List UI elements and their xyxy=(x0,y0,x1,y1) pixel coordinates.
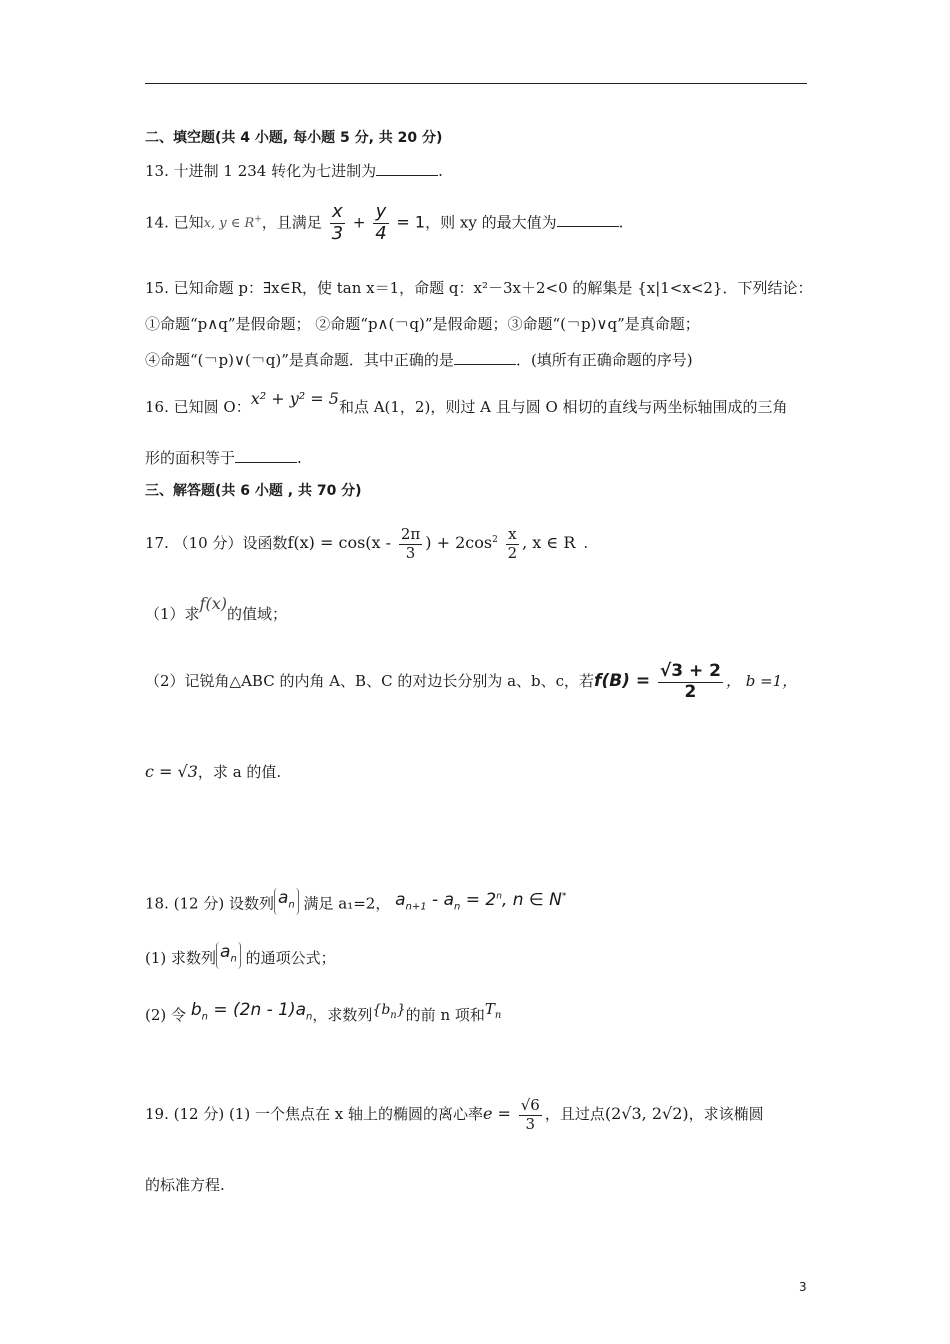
q19-post: ，求该椭圆 xyxy=(688,1105,764,1123)
sum-T-n: $T_n$ xyxy=(484,1000,502,1021)
q17-post: , x ∈ R xyxy=(522,533,576,552)
q16-post: 和点 A(1，2)，则过 A 且与圆 O 相切的直线与两坐标轴围成的三角 xyxy=(338,398,788,416)
page-number: 3 xyxy=(799,1280,807,1294)
q18-p1-pre: (1) 求数列 xyxy=(145,949,217,967)
eccentricity-label: e = xyxy=(482,1104,511,1123)
question-16 xyxy=(145,389,788,417)
question-16-line-2 xyxy=(145,448,302,468)
q14-mid: ，且满足 xyxy=(261,213,322,232)
circle-equation: x² + y² = 5 xyxy=(250,389,339,408)
question-15-line-3 xyxy=(145,350,693,370)
q14-post: ，则 xy 的最大值为 xyxy=(425,213,557,232)
q17-p1-post: 的值域； xyxy=(226,605,287,623)
question-15-line-2: ①命题“p∧q”是假命题； ②命题“p∧(￢q)”是假命题；③命题“(￢p)∨q”是真命题； xyxy=(145,315,700,333)
sequence-a-n: $a_n$ xyxy=(216,942,241,969)
fraction-sqrt3-plus-2-over-2: $\frac{√3 + 2}{2}$ xyxy=(659,660,721,702)
question-17-part-2 xyxy=(145,655,797,707)
q13-text: 13. 十进制 1 234 转化为七进制为 xyxy=(145,162,377,180)
fraction-sqrt6-over-3: $\frac{√6}{3}$ xyxy=(520,1096,540,1133)
question-18-part-2 xyxy=(145,1000,502,1032)
q19-pre: 19. (12 分) (1) 一个焦点在 x 轴上的椭圆的离心率 xyxy=(145,1105,483,1123)
fraction-2pi-over-3: $\frac{2\pi}{3}$ xyxy=(400,525,421,562)
equals-one: = 1 xyxy=(396,212,426,232)
section-title-fill-in: 二、填空题(共 4 小题, 每小题 5 分, 共 20 分) xyxy=(145,130,443,146)
top-rule xyxy=(145,83,807,84)
q17-fB: f(B) = xyxy=(594,671,651,691)
question-15-line-1: 15. 已知命题 p：∃x∈R，使 tan x＝1，命题 q：x²－3x＋2<0 的解集是 {x|1<x<2}．下列结论： xyxy=(145,279,813,297)
q17-mid: ) + 2cos xyxy=(425,533,493,552)
q17-sup: 2 xyxy=(492,535,498,545)
q16-pre: 16. 已知圆 O： xyxy=(145,398,251,416)
q17-p1-pre: （1）求 xyxy=(145,605,200,623)
fraction-x-over-3: $\frac{x}{3}$ xyxy=(331,201,344,244)
question-13 xyxy=(145,161,443,181)
q18-pre: 18. (12 分) 设数列 xyxy=(145,894,274,913)
q18-recurrence: $a_{n+1} - a_n = 2^n$, n ∈ N* xyxy=(395,889,567,913)
q18-p1-post: 的通项公式； xyxy=(245,949,336,967)
q18-p2-post: 的前 n 项和 xyxy=(405,1006,485,1024)
q18-p2-mid: ，求数列 xyxy=(312,1006,373,1024)
question-18-part-1 xyxy=(145,942,336,975)
q18-p2-pre: (2) 令 xyxy=(145,1006,187,1024)
q16-line2-tail: . xyxy=(297,449,302,467)
q17-c-value: c = √3 xyxy=(145,762,198,781)
q14-tail: . xyxy=(618,213,624,232)
answer-blank xyxy=(557,214,619,227)
q18-mid: 满足 a₁=2， xyxy=(303,894,391,913)
q17-p1-fx: f(x) xyxy=(199,594,227,613)
point-coordinates: (2√3, 2√2) xyxy=(604,1104,689,1123)
q18-bn-definition: $b_n = (2n - 1)a_n$ xyxy=(190,1000,313,1023)
q17-p3-post: ，求 a 的值. xyxy=(197,763,282,781)
sequence-b-n: $\{b_n\}$ xyxy=(372,1002,406,1021)
q15-line3-pre: ④命题“(￢p)∨(￢q)”是真命题．其中正确的是 xyxy=(145,351,454,369)
question-17-part-1 xyxy=(145,594,287,624)
question-17-part-3 xyxy=(145,762,281,782)
answer-blank xyxy=(376,163,438,176)
answer-blank xyxy=(235,450,297,463)
q17-p2-pre: （2）记锐角△ABC 的内角 A、B、C 的对边长分别为 a、b、c，若 xyxy=(145,672,595,690)
q17-tail: . xyxy=(583,534,589,552)
q14-condition: x, y ∈ R+ xyxy=(203,215,262,232)
q17-pre: 17. （10 分）设函数 xyxy=(145,534,288,552)
question-17 xyxy=(145,515,588,565)
q13-tail: . xyxy=(438,162,443,180)
q17-function: f(x) = cos(x - xyxy=(287,533,392,552)
section-title-solutions: 三、解答题(共 6 小题 , 共 70 分) xyxy=(145,483,362,499)
q14-pre: 14. 已知 xyxy=(145,213,204,232)
question-19-line-2: 的标准方程. xyxy=(145,1176,225,1194)
q15-line3-post: ．(填所有正确命题的序号) xyxy=(515,351,693,369)
plus-sign: + xyxy=(352,213,366,232)
question-19 xyxy=(145,1088,764,1140)
question-14 xyxy=(145,196,623,244)
q16-line2-pre: 形的面积等于 xyxy=(145,449,236,467)
answer-blank xyxy=(454,352,516,365)
question-18 xyxy=(145,887,567,921)
fraction-y-over-4: $\frac{y}{4}$ xyxy=(375,201,387,244)
q19-mid: ，且过点 xyxy=(544,1105,605,1123)
q17-b-value: ， b =1， xyxy=(725,672,798,690)
sequence-a-n: $a_n$ xyxy=(274,888,299,915)
fraction-x-over-2: $\frac{x}{2}$ xyxy=(507,525,518,562)
